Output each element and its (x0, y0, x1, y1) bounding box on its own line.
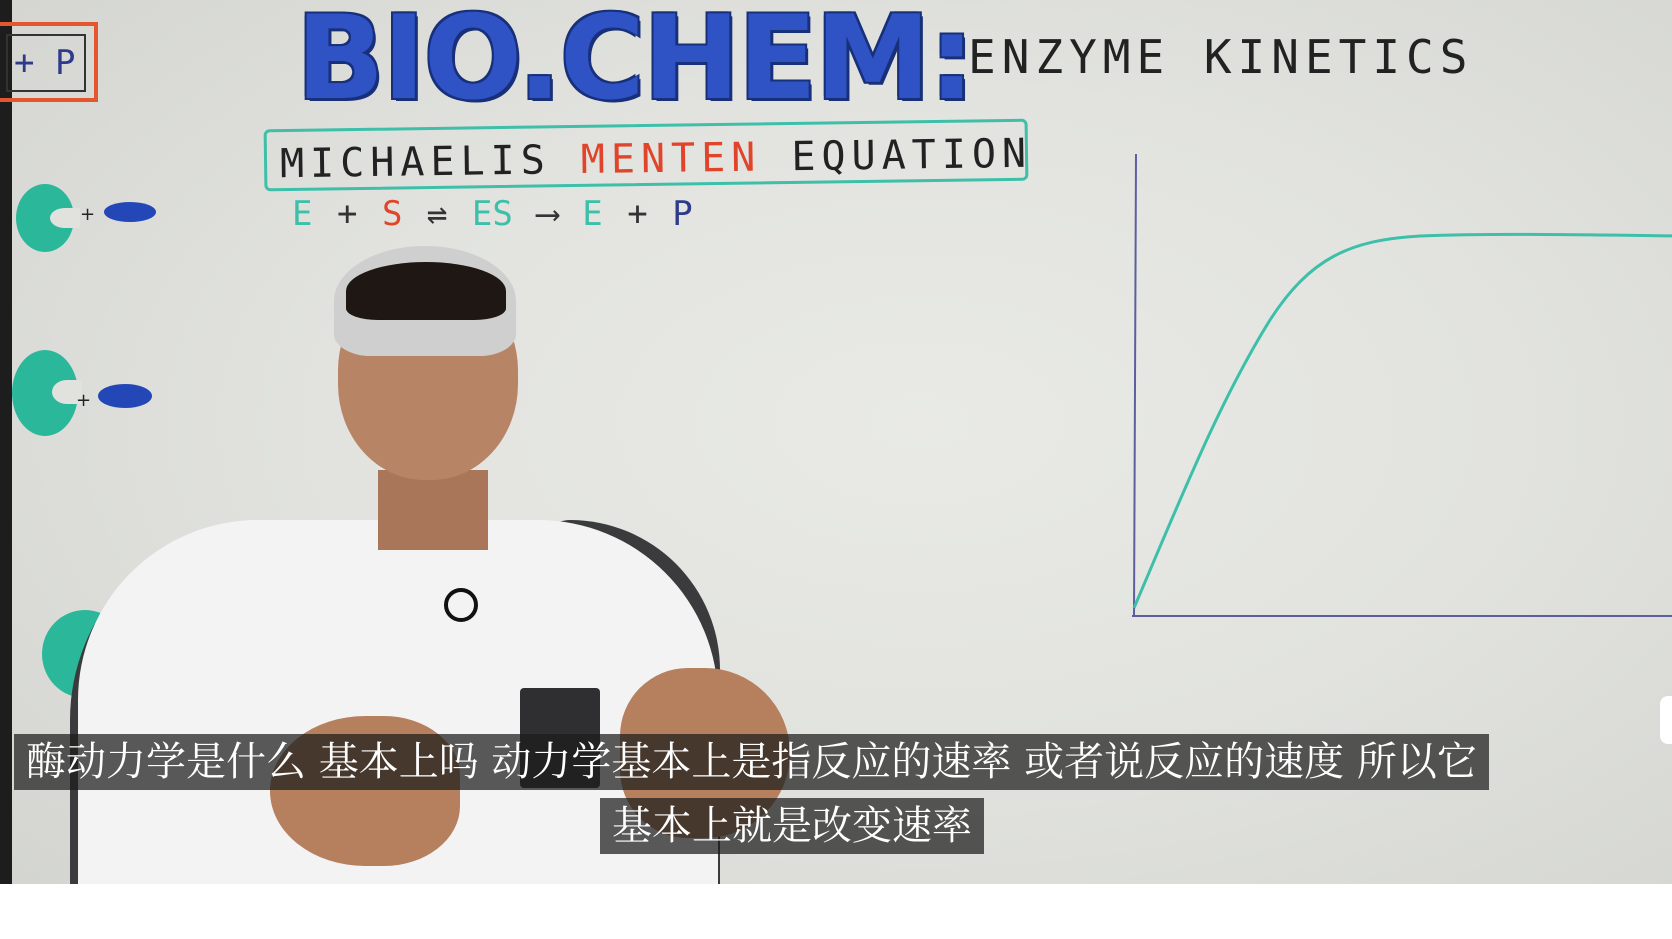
eq-enzyme: E (292, 194, 313, 234)
presenter-hair (346, 262, 506, 320)
eq-forward-arrow: ⟶ (537, 194, 558, 234)
whiteboard-title: BIO.CHEM: (296, 0, 973, 126)
corner-box-text: + P (6, 34, 86, 92)
frame-left-edge (0, 0, 12, 939)
enzyme-drawing-2 (12, 350, 78, 436)
eq-equilibrium-arrow: ⇌ (426, 194, 448, 234)
substrate-drawing-2 (98, 384, 152, 408)
topic-equation: EQUATION (791, 130, 1033, 181)
side-panel-handle[interactable] (1660, 696, 1672, 744)
diagram-plus-1: + (80, 204, 96, 225)
topic-michaelis: MICHAELIS (279, 137, 552, 188)
eq-product: P (672, 194, 693, 234)
lapel-mic-icon (444, 588, 478, 622)
eq-substrate: S (381, 194, 403, 234)
eq-complex: ES (471, 194, 513, 234)
frame-bottom-edge (0, 884, 1672, 939)
corner-box (0, 22, 98, 102)
eq-plus-2: + (627, 194, 648, 234)
eq-plus-1: + (336, 194, 358, 234)
reaction-equation (292, 194, 697, 244)
graph-saturation-curve (1134, 234, 1672, 608)
subtitle-line-1: 酶动力学是什么 基本上吗 动力学基本上是指反应的速率 或者说反应的速度 所以它 (14, 734, 1489, 790)
diagram-plus-2: + (76, 390, 92, 411)
michaelis-menten-graph (1120, 140, 1672, 630)
whiteboard-subtitle: ENZYME KINETICS (968, 30, 1474, 84)
enzyme-drawing-1 (16, 184, 74, 252)
substrate-drawing-1 (104, 202, 156, 222)
topic-menten: MENTEN (580, 134, 762, 184)
eq-enzyme-2: E (582, 194, 603, 234)
graph-y-axis (1134, 154, 1136, 616)
subtitle-line-2: 基本上就是改变速率 (600, 798, 984, 854)
presenter-neck (378, 470, 488, 550)
